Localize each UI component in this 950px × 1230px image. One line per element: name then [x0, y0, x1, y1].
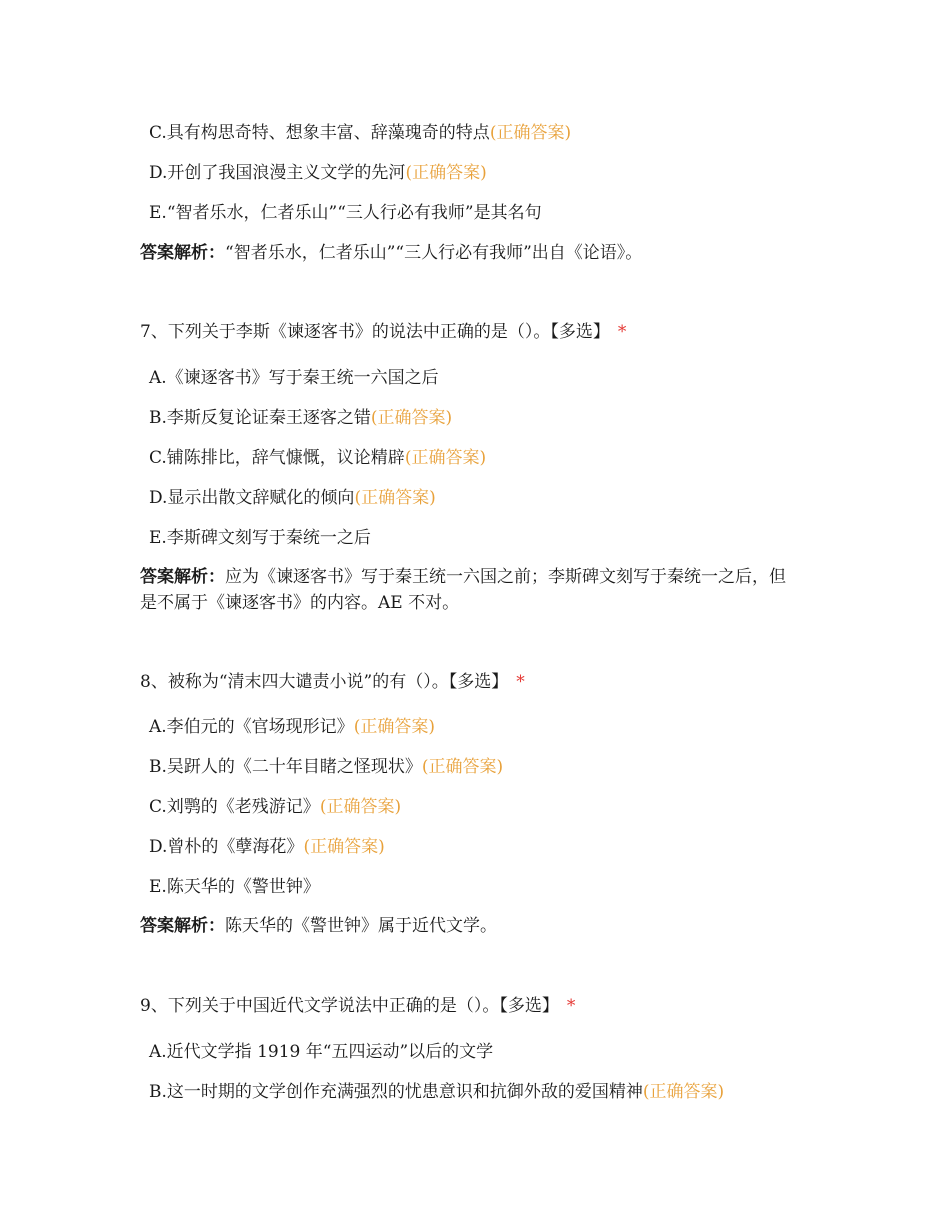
q6-option-c [149, 121, 571, 145]
q8-option-b [149, 755, 503, 779]
q7-title [140, 320, 626, 344]
correct-answer-tag: (正确答案) [353, 717, 435, 737]
q9-option-a [149, 1040, 493, 1064]
q8-analysis [140, 913, 800, 939]
correct-answer-tag: (正确答案) [319, 797, 402, 817]
question-text: 9、下列关于中国近代文学说法中正确的是（）。【多选】 [140, 996, 559, 1016]
option-text: E.陈天华的《警世钟》 [149, 877, 320, 897]
option-text: A.《谏逐客书》写于秦王统一六国之后 [149, 368, 439, 388]
correct-answer-tag: (正确答案) [421, 757, 504, 777]
q9-option-b [149, 1080, 724, 1104]
q7-analysis [140, 564, 800, 616]
correct-answer-tag: (正确答案) [404, 448, 487, 468]
correct-answer-tag: (正确答案) [489, 123, 572, 143]
required-mark: * [516, 672, 525, 692]
required-mark: * [617, 322, 627, 342]
analysis-text: 应为《谏逐客书》写于秦王统一六国之前；李斯碑文刻写于秦统一之后，但是不属于《谏逐客书》的内容。AE 不对。 [140, 567, 786, 613]
option-text: B.李斯反复论证秦王逐客之错 [149, 408, 371, 428]
q8-option-e [149, 875, 320, 899]
q8-option-a [149, 715, 435, 739]
q7-option-a [149, 366, 439, 390]
option-text: E.李斯碑文刻写于秦统一之后 [149, 528, 371, 548]
q6-analysis [140, 240, 800, 266]
correct-answer-tag: (正确答案) [642, 1082, 725, 1102]
question-text: 8、被称为“清末四大谴责小说”的有（）。【多选】 [140, 672, 509, 692]
q9-title [140, 994, 575, 1018]
correct-answer-tag: (正确答案) [405, 163, 487, 183]
option-text: D.显示出散文辞赋化的倾向 [149, 488, 355, 508]
q7-option-e [149, 526, 371, 550]
q7-option-b [149, 406, 452, 430]
analysis-label: 答案解析： [140, 567, 225, 587]
option-text: D.开创了我国浪漫主义文学的先河 [149, 163, 406, 183]
option-text: B.这一时期的文学创作充满强烈的忧患意识和抗御外敌的爱国精神 [149, 1082, 643, 1102]
q7-option-c [149, 446, 486, 470]
q8-title [140, 670, 525, 694]
option-text: D.曾朴的《孽海花》 [149, 837, 304, 857]
option-text: C.刘鹗的《老残游记》 [149, 797, 320, 817]
correct-answer-tag: (正确答案) [303, 837, 385, 857]
correct-answer-tag: (正确答案) [354, 488, 436, 508]
option-text: A.李伯元的《官场现形记》 [149, 717, 354, 737]
q8-option-d [149, 835, 385, 859]
q6-option-d [149, 161, 487, 185]
option-text: C.具有构思奇特、想象丰富、辞藻瑰奇的特点 [149, 123, 490, 143]
option-text: B.吴趼人的《二十年目睹之怪现状》 [149, 757, 422, 777]
analysis-label: 答案解析： [140, 916, 225, 936]
question-text: 7、下列关于李斯《谏逐客书》的说法中正确的是（）。【多选】 [140, 322, 610, 342]
correct-answer-tag: (正确答案) [370, 408, 453, 428]
analysis-label: 答案解析： [140, 243, 225, 263]
q6-option-e [149, 201, 542, 225]
analysis-text: 陈天华的《警世钟》属于近代文学。 [225, 916, 497, 936]
q8-option-c [149, 795, 401, 819]
q7-option-d [149, 486, 436, 510]
analysis-text: “智者乐水，仁者乐山”“三人行必有我师”出自《论语》。 [225, 243, 643, 263]
required-mark: * [566, 996, 576, 1016]
option-text: A.近代文学指 1919 年“五四运动”以后的文学 [149, 1042, 494, 1062]
option-text: C.铺陈排比，辞气慷慨，议论精辟 [149, 448, 405, 468]
option-text: E.“智者乐水，仁者乐山”“三人行必有我师”是其名句 [149, 203, 542, 223]
